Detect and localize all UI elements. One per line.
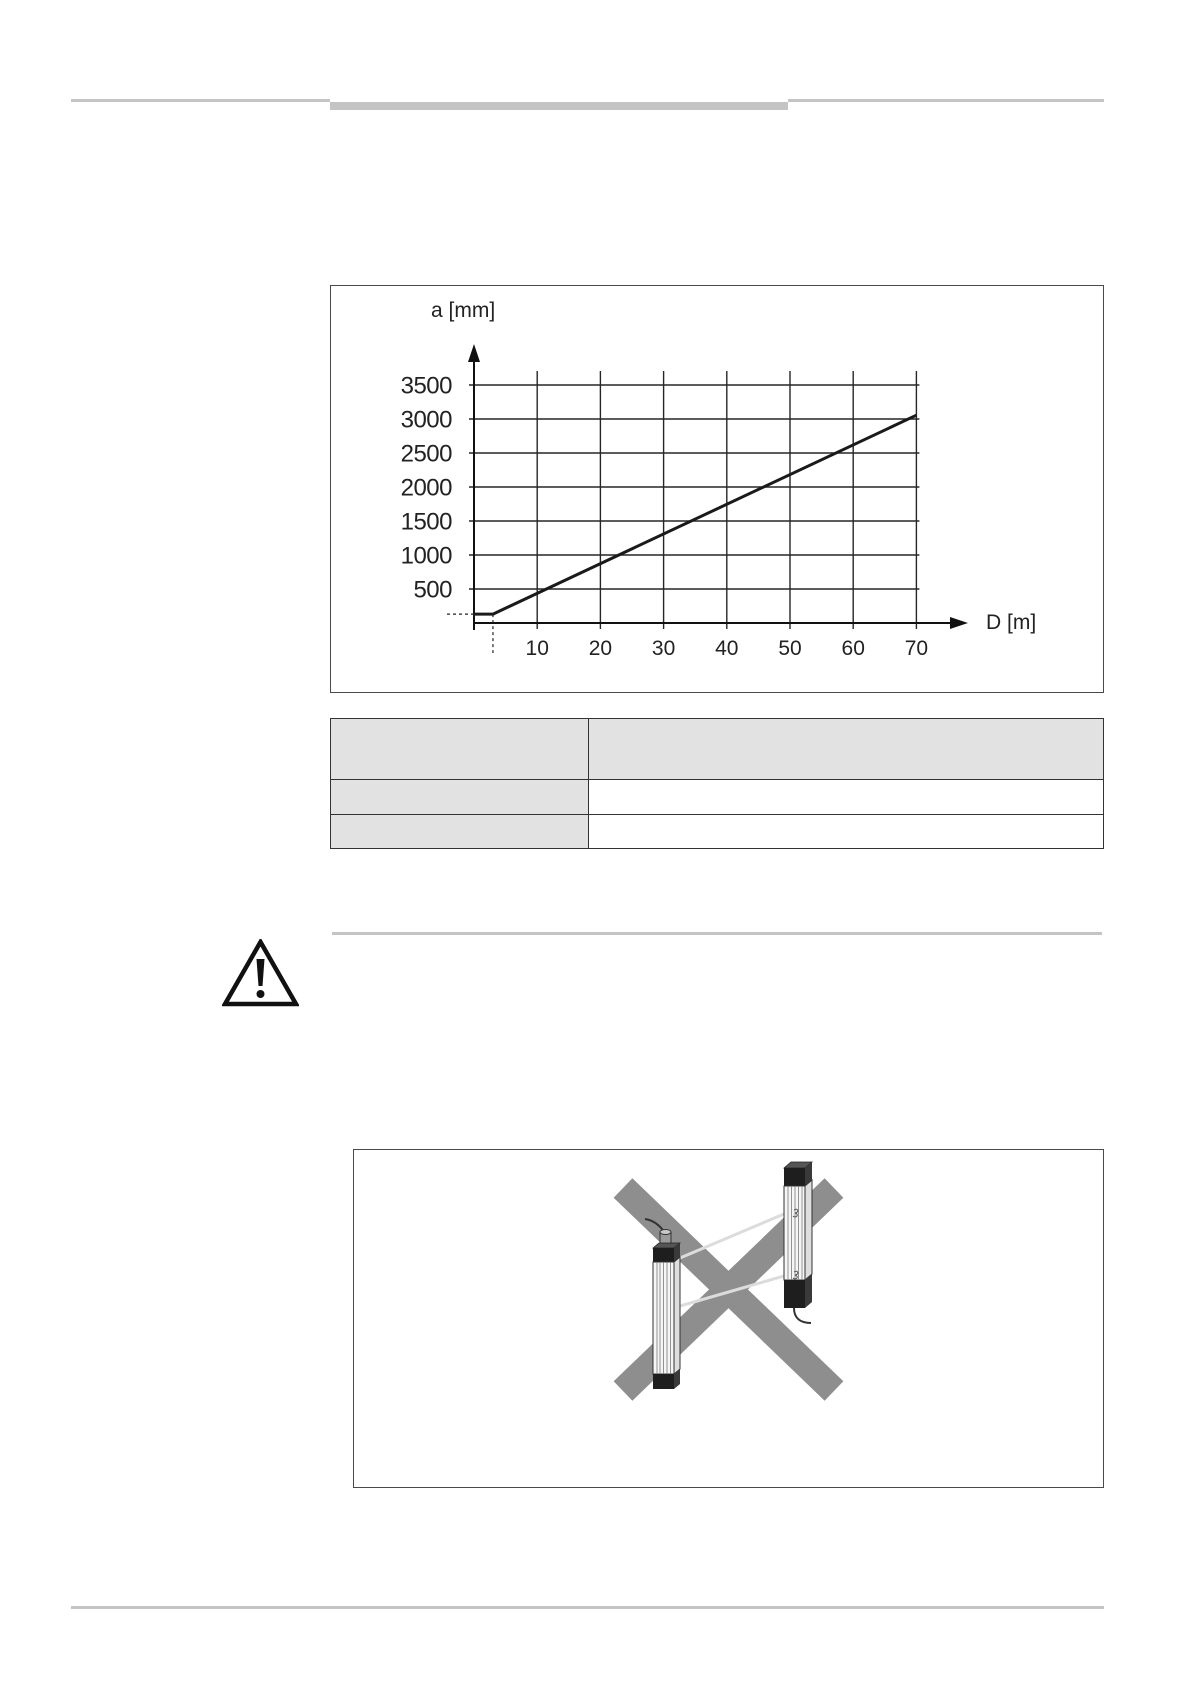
table-cell — [589, 780, 1104, 815]
series-line — [474, 415, 916, 614]
x-tick-label: 10 — [525, 637, 549, 660]
y-tick-label: 500 — [413, 576, 452, 604]
y-tick-label: 1500 — [400, 508, 452, 536]
table-cell — [331, 815, 589, 849]
header-rule-left — [71, 99, 330, 102]
mounting-illustration — [354, 1150, 1103, 1487]
x-tick-label: 30 — [651, 637, 676, 660]
footer-rule — [71, 1606, 1104, 1609]
table-header-cell — [331, 719, 589, 780]
y-tick-label: 3000 — [400, 406, 452, 434]
x-axis-label: D [m] — [986, 611, 1037, 634]
x-axis-arrow — [950, 617, 968, 629]
header-rule-right — [788, 99, 1104, 102]
y-tick-label: 1000 — [400, 542, 452, 570]
y-axis-arrow — [468, 344, 480, 362]
chart-canvas — [331, 286, 1103, 692]
mounting-figure — [353, 1149, 1104, 1488]
x-tick-label: 70 — [904, 637, 929, 660]
y-axis-label: a [mm] — [431, 299, 496, 322]
table-row — [331, 815, 1104, 849]
y-tick-label: 2000 — [400, 474, 452, 502]
x-tick-label: 40 — [715, 637, 739, 660]
warning-separator — [332, 932, 1102, 935]
table-cell — [589, 815, 1104, 849]
y-tick-label: 3500 — [400, 372, 452, 400]
y-tick-label: 2500 — [400, 440, 452, 468]
table-cell — [331, 780, 589, 815]
table-header-row — [331, 719, 1104, 780]
x-tick-label: 20 — [588, 637, 613, 660]
x-tick-label: 50 — [778, 637, 802, 660]
table-header-cell — [589, 719, 1104, 780]
spec-table — [330, 718, 1104, 849]
light-curtain-receiver-icon — [784, 1162, 812, 1323]
x-tick-label: 60 — [841, 637, 865, 660]
warning-triangle-icon — [222, 939, 299, 1007]
table-row — [331, 780, 1104, 815]
header-rule-thick — [330, 102, 788, 110]
distance-chart — [330, 285, 1104, 693]
